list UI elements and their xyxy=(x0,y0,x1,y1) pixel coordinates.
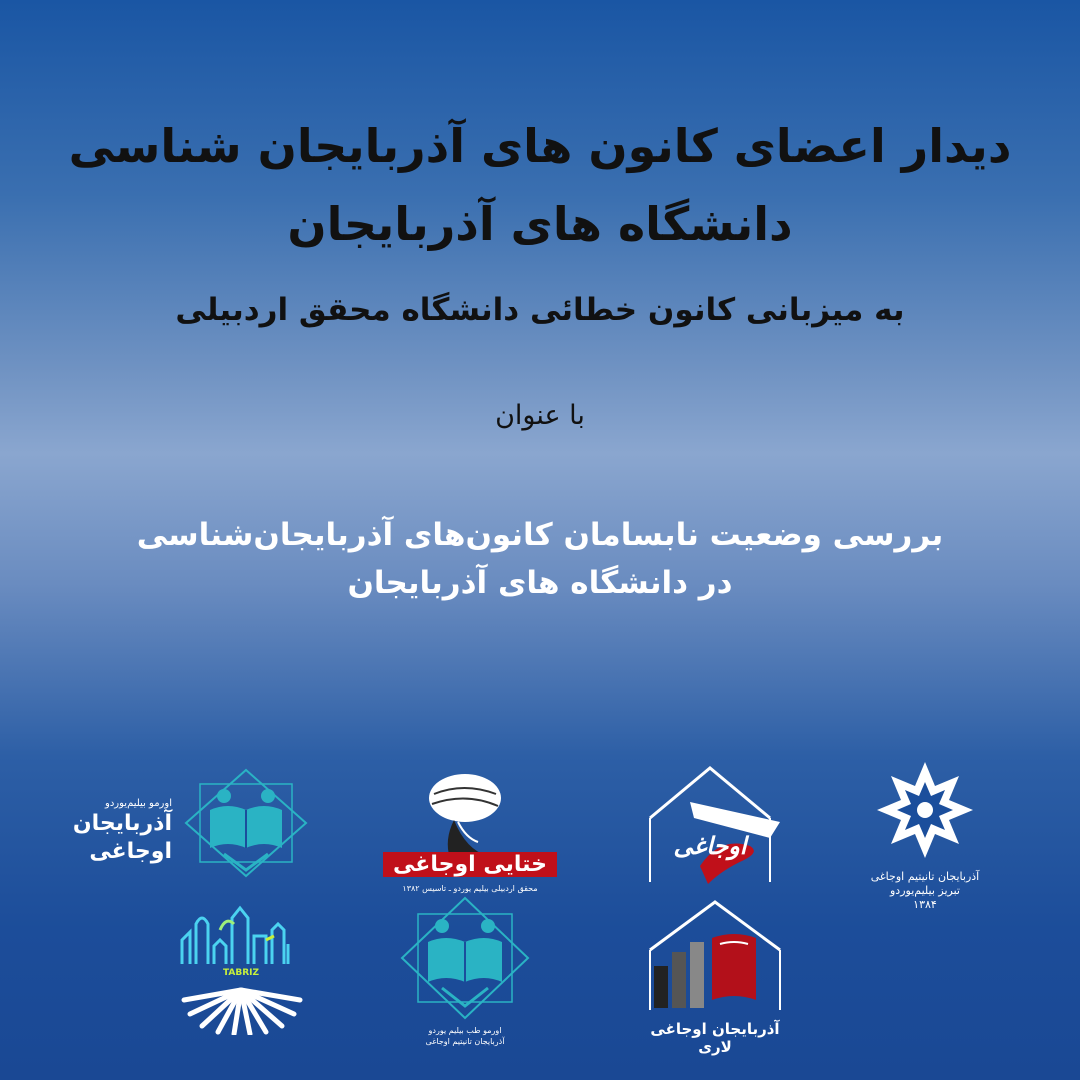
urmia-logo-line-1: آذربایجان xyxy=(72,811,172,836)
urmia-logo-line-2: اوجاغی xyxy=(89,839,172,864)
host-line: به میزبانی کانون خطائی دانشگاه محقق اردبیلی xyxy=(175,292,905,328)
khatai-logo-sub: محقق اردبیلی بیلیم یوردو ـ تاسیس ۱۳۸۲ xyxy=(402,884,538,893)
topic-line-1: بررسی وضعیت نابسامان کانون‌های آذربایجان‌شناسی xyxy=(136,517,944,553)
logo-ojaghi xyxy=(630,762,790,892)
lar-logo-text: آذربایجان اوجاغی لاری xyxy=(650,1020,780,1056)
urmia-logo-small: اورمو بیلیم‌یوردو xyxy=(105,798,172,809)
book2-logo-sub-2: آذربایجان تانیتیم اوجاغی xyxy=(425,1037,505,1046)
heading-line-1: دیدار اعضای کانون های آذربایجان شناسی xyxy=(68,119,1012,173)
urmia-logo-text-block xyxy=(72,798,172,866)
logo-lar xyxy=(640,898,790,1056)
star-logo-line-1: آذربایجان تانیتیم اوجاغی xyxy=(870,870,980,883)
topic-line-2: در دانشگاه های آذربایجان xyxy=(347,565,733,601)
tabriz-logo-text: TABRIZ xyxy=(222,968,260,978)
logo-urmia xyxy=(72,768,310,878)
open-book-emblem-icon xyxy=(400,896,530,1020)
heading-line-2: دانشگاه های آذربایجان xyxy=(287,197,793,251)
logo-star xyxy=(860,758,990,918)
book2-logo-sub-1: اورمو طب بیلیم یوردو xyxy=(428,1026,502,1035)
star-emblem-icon xyxy=(860,758,990,868)
logo-tabriz xyxy=(176,900,306,1035)
logo-book-2 xyxy=(400,896,530,1056)
title-label: با عنوان xyxy=(495,400,585,431)
ojaghi-logo-text: اوجاغی xyxy=(673,832,747,860)
roof-calligraphy-icon xyxy=(630,762,790,892)
khatai-logo-text: ختایی اوجاغی xyxy=(370,852,570,880)
book-buildings-icon xyxy=(640,898,790,1018)
open-book-emblem-icon xyxy=(184,768,308,878)
star-logo-line-3: ۱۳۸۴ xyxy=(913,898,937,911)
star-logo-line-2: تبریز بیلیم‌یوردو xyxy=(889,884,960,897)
logo-khatai xyxy=(370,770,570,900)
